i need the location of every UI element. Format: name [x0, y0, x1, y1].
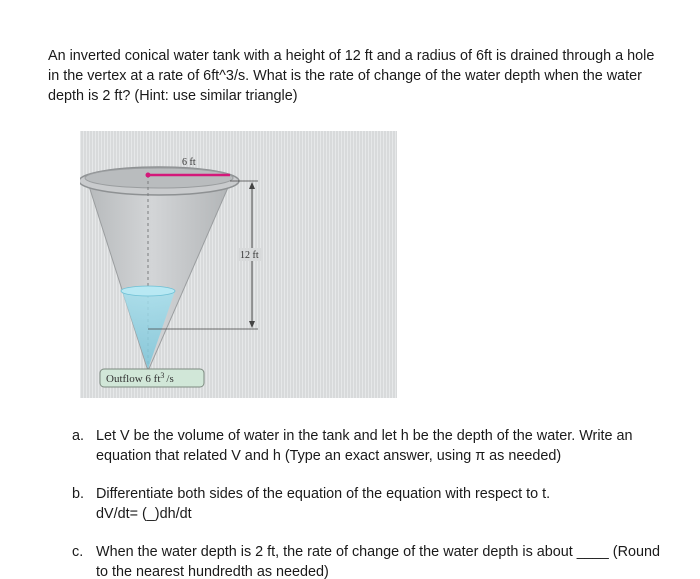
- cone-tank-figure: [80, 131, 397, 398]
- cone-rim-inner: [85, 168, 233, 188]
- radius-center-dot: [146, 173, 151, 178]
- question-c-line-1: When the water depth is 2 ft, the rate of change of the water depth is about ____ (Round: [96, 544, 660, 560]
- question-b-line-1: Differentiate both sides of the equation of the equation with respect to t.: [96, 486, 551, 502]
- outflow-unit: /s: [166, 373, 174, 385]
- question-b-line-2: dV/dt= (_)dh/dt: [96, 506, 192, 522]
- problem-line-1: An inverted conical water tank with a height of 12 ft and a radius of 6ft is drained through a hole: [48, 48, 655, 64]
- outflow-exponent: 3: [160, 371, 165, 380]
- question-a-body: [96, 426, 633, 466]
- question-c-body: [96, 542, 660, 579]
- question-a-line-1: Let V be the volume of water in the tank and let h be the depth of the water. Write an: [96, 428, 633, 444]
- height-label: 12 ft: [240, 250, 259, 261]
- question-c-line-2: to the nearest hundredth as needed): [96, 564, 329, 579]
- radius-label: 6 ft: [182, 157, 196, 168]
- water-surface: [121, 286, 175, 296]
- question-c-marker: c.: [72, 544, 84, 560]
- question-a-marker: a.: [72, 428, 85, 444]
- problem-statement: [48, 46, 668, 106]
- cone-tank-diagram: [80, 131, 397, 398]
- question-b-marker: b.: [72, 486, 85, 502]
- problem-line-3: depth is 2 ft? (Hint: use similar triangle): [48, 88, 298, 104]
- question-b-body: [96, 484, 550, 524]
- problem-line-2: in the vertex at a rate of 6ft^3/s. What is the rate of change of the water depth when the water: [48, 68, 642, 84]
- outflow-text: Outflow 6 ft: [106, 373, 161, 385]
- question-a-line-2: equation that related V and h (Type an exact answer, using π as needed): [96, 448, 562, 464]
